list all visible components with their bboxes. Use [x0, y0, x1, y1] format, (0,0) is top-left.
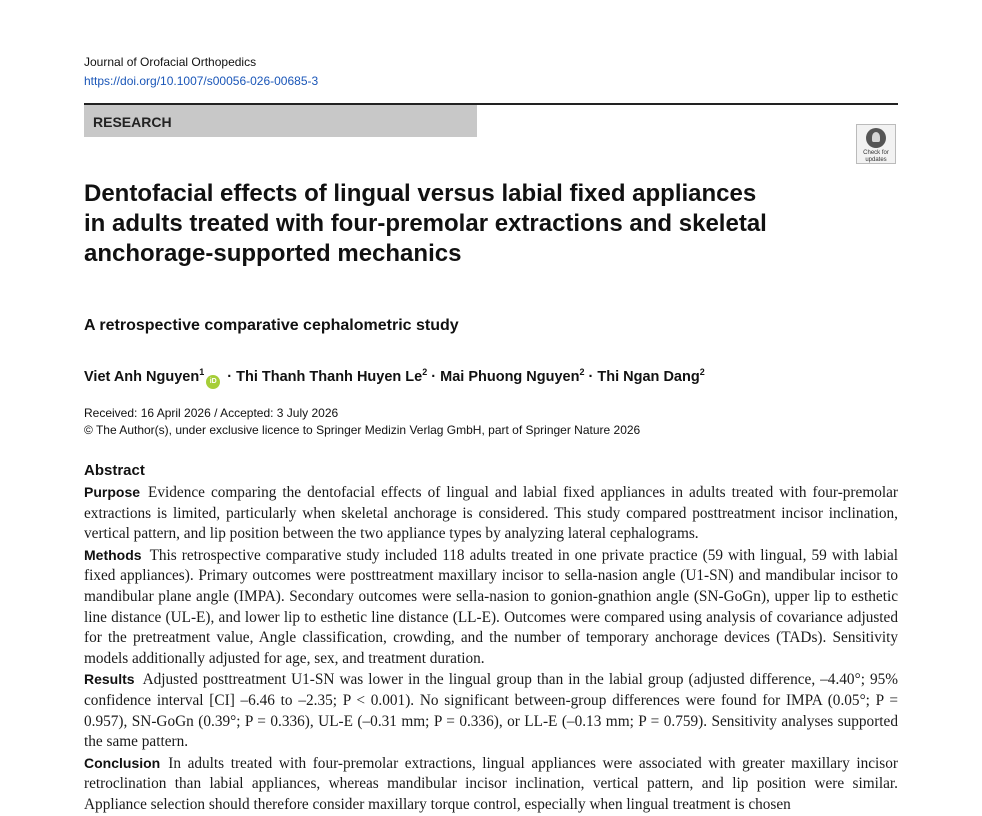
- article-title: Dentofacial effects of lingual versus labial fixed appliances in adults treated with four-premolar extractions and skeletal anchorage-supported mechanics: [84, 180, 767, 267]
- abstract-heading: Abstract: [84, 462, 145, 479]
- abstract-section-methods: [84, 545, 898, 670]
- author-name[interactable]: Mai Phuong Nguyen: [440, 368, 580, 385]
- author-separator: ·: [584, 368, 598, 385]
- orcid-icon[interactable]: iD: [206, 375, 220, 389]
- author-affiliation: 1: [199, 367, 205, 377]
- abstract-body: [84, 482, 898, 816]
- abstract-section-label: Methods: [84, 546, 142, 563]
- author-name[interactable]: Viet Anh Nguyen: [84, 368, 200, 385]
- abstract-section-text: Evidence comparing the dentofacial effects of lingual and labial fixed appliances in adults treated with four-premolar extractions is limited, particularly when skeletal anchorage is considered. This study compared posttreatment incisor inclination, vertical pattern, and lip position between the two appliance types by analyzing lateral cephalograms.: [84, 484, 898, 543]
- author-list: [84, 367, 705, 389]
- check-for-updates-badge[interactable]: [856, 124, 896, 164]
- abstract-section-text: In adults treated with four-premolar extractions, lingual appliances were associated with greater maxillary incisor retroclination than labial appliances, whereas mandibular incisor inclination, vertical pattern, and lip position were similar. Appliance selection should therefore consider maxillary torque control, especially when lingual treatment is chosen: [84, 754, 898, 813]
- abstract-section-label: Purpose: [84, 484, 141, 500]
- abstract-section-label: Results: [84, 671, 135, 688]
- copyright-notice: © The Author(s), under exclusive licence to Springer Medizin Verlag GmbH, part of Springer Nature 2026: [84, 423, 641, 437]
- doi-link[interactable]: https://doi.org/10.1007/s00056-026-00685-3: [84, 74, 319, 88]
- article-dates: Received: 16 April 2026 / Accepted: 3 July 2026: [84, 406, 339, 420]
- abstract-section-text: This retrospective comparative study included 118 adults treated in one private practice (59 with lingual, 59 with labial fixed appliances). Primary outcomes were posttreatment maxillary incisor to sella-nasion angle (U1-SN) and mandibular incisor to mandibular plane angle (IMPA). Secondary outcomes were sella-nasion to gonion-gnathion angle (SN-GoGn), upper lip to esthetic line distance (UL-E), and lower lip to esthetic line distance (LL-E). Outcomes were compared using analysis of covariance adjusted for the pretreatment value, Angle classification, crowding, and the number of temporary anchorage devices (TADs). Sensitivity models additionally adjusted for age, sex, and treatment duration.: [84, 546, 898, 667]
- author-affiliation: 2: [699, 367, 705, 377]
- journal-name: Journal of Orofacial Orthopedics: [84, 55, 257, 69]
- author-name[interactable]: Thi Thanh Thanh Huyen Le: [236, 368, 423, 385]
- abstract-section-purpose: [84, 482, 898, 545]
- abstract-section-text: Adjusted posttreatment U1-SN was lower in the lingual group than in the labial group (adjusted difference, –4.40°; 95% confidence interval [CI] –6.46 to –2.35; P < 0.001). No significant between-group differences were found for IMPA (0.05°; P = 0.957), SN-GoGn (0.39°; P = 0.336), UL-E (–0.31 mm; P = 0.336), or LL-E (–0.13 mm; P = 0.759). Sensitivity analyses supported the same pattern.: [84, 671, 898, 751]
- author-affiliation: 2: [579, 367, 585, 377]
- author-separator: ·: [223, 368, 237, 385]
- check-updates-label: Check for updates: [863, 150, 889, 163]
- author-separator: ·: [427, 368, 441, 385]
- author-affiliation: 2: [422, 367, 428, 377]
- abstract-section-conclusion: [84, 753, 898, 816]
- abstract-section-results: [84, 669, 898, 752]
- article-subtitle: A retrospective comparative cephalometric study: [84, 317, 459, 334]
- section-label: RESEARCH: [84, 105, 477, 137]
- author-name[interactable]: Thi Ngan Dang: [597, 368, 700, 385]
- check-updates-icon: [866, 128, 886, 148]
- abstract-section-label: Conclusion: [84, 754, 161, 771]
